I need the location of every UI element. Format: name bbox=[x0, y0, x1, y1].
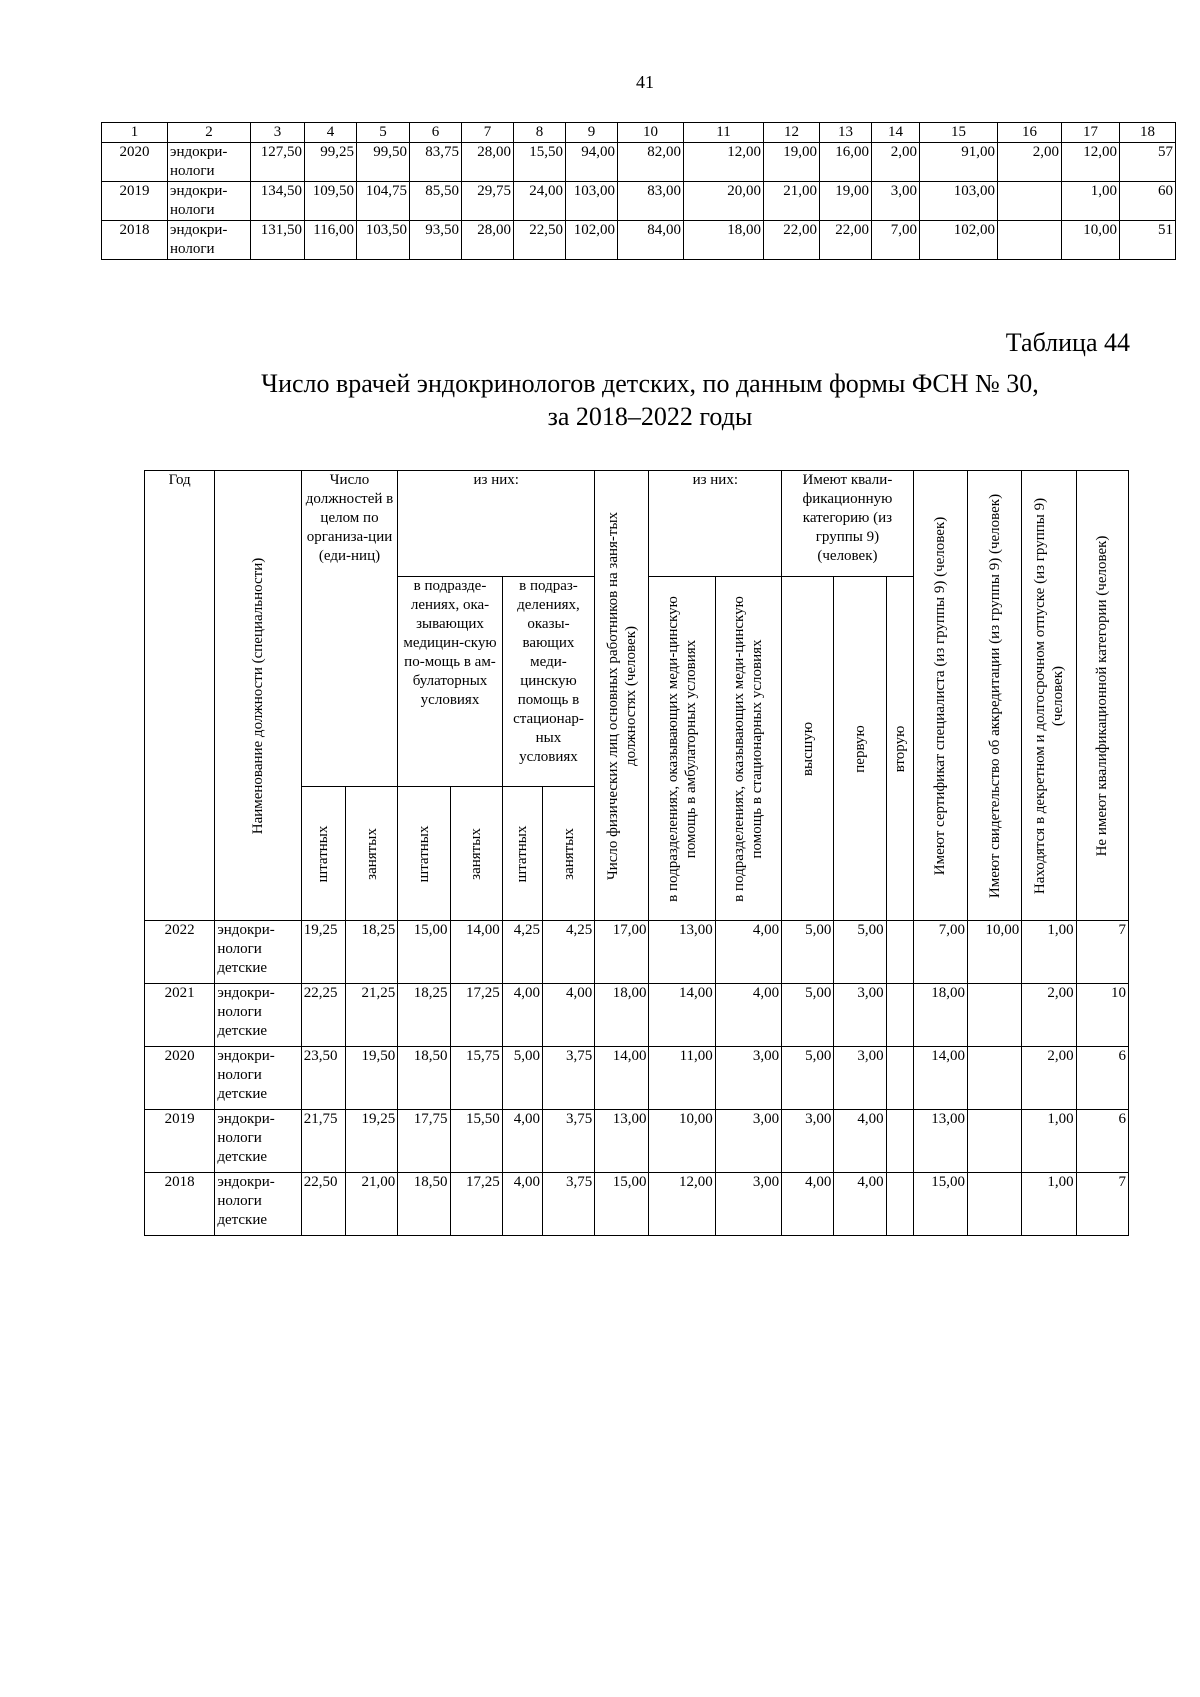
value-cell: 19,00 bbox=[764, 143, 820, 182]
value-cell: 84,00 bbox=[618, 221, 684, 260]
table-number: Таблица 44 bbox=[1005, 328, 1130, 357]
value-cell: 134,50 bbox=[251, 182, 305, 221]
value-cell: 22,00 bbox=[820, 221, 872, 260]
value-cell: 83,00 bbox=[618, 182, 684, 221]
column-number: 2 bbox=[168, 123, 251, 143]
column-number: 6 bbox=[410, 123, 462, 143]
value-cell: 15,00 bbox=[913, 1173, 967, 1236]
value-cell: 4,00 bbox=[834, 1173, 886, 1236]
value-cell: 5,00 bbox=[834, 921, 886, 984]
value-cell: 4,00 bbox=[502, 1173, 542, 1236]
header-ind-ambulatory bbox=[649, 577, 715, 921]
value-cell: 14,00 bbox=[649, 984, 715, 1047]
value-cell: 1,00 bbox=[1062, 182, 1120, 221]
value-cell: 1,00 bbox=[1022, 921, 1076, 984]
header-second bbox=[886, 577, 913, 921]
column-number: 3 bbox=[251, 123, 305, 143]
value-cell: 51 bbox=[1120, 221, 1176, 260]
header-staff bbox=[301, 787, 345, 921]
year-cell: 2020 bbox=[102, 143, 168, 182]
header-occupied-amb-text: занятых bbox=[468, 827, 485, 880]
header-ind-stationary bbox=[715, 577, 781, 921]
value-cell: 16,00 bbox=[820, 143, 872, 182]
column-number: 13 bbox=[820, 123, 872, 143]
value-cell: 60 bbox=[1120, 182, 1176, 221]
column-number: 18 bbox=[1120, 123, 1176, 143]
value-cell: 3,75 bbox=[542, 1173, 594, 1236]
value-cell bbox=[886, 1173, 913, 1236]
specialty-cell: эндокри-нологи bbox=[168, 182, 251, 221]
specialty-cell: эндокри-нологи bbox=[168, 221, 251, 260]
value-cell: 10 bbox=[1076, 984, 1128, 1047]
header-position-text: Наименование должности (специальности) bbox=[250, 557, 267, 834]
year-cell: 2019 bbox=[145, 1110, 215, 1173]
value-cell: 18,50 bbox=[398, 1173, 450, 1236]
year-cell: 2022 bbox=[145, 921, 215, 984]
value-cell bbox=[998, 221, 1062, 260]
header-certificate-text: Имеют сертификат специалиста (из группы 9) (человек) bbox=[932, 516, 949, 875]
value-cell: 3,00 bbox=[782, 1110, 834, 1173]
value-cell: 19,00 bbox=[820, 182, 872, 221]
value-cell bbox=[968, 984, 1022, 1047]
value-cell: 21,00 bbox=[345, 1173, 397, 1236]
value-cell: 3,00 bbox=[715, 1110, 781, 1173]
value-cell: 18,50 bbox=[398, 1047, 450, 1110]
value-cell: 4,00 bbox=[715, 984, 781, 1047]
value-cell: 18,25 bbox=[398, 984, 450, 1047]
value-cell: 2,00 bbox=[872, 143, 920, 182]
value-cell: 4,00 bbox=[502, 984, 542, 1047]
value-cell: 109,50 bbox=[305, 182, 357, 221]
value-cell: 17,25 bbox=[450, 1173, 502, 1236]
header-occupied-stat-text: занятых bbox=[560, 827, 577, 880]
header-highest-text: высшую bbox=[799, 721, 816, 776]
value-cell: 3,00 bbox=[872, 182, 920, 221]
value-cell: 102,00 bbox=[566, 221, 618, 260]
value-cell: 5,00 bbox=[782, 921, 834, 984]
value-cell: 14,00 bbox=[450, 921, 502, 984]
value-cell: 1,00 bbox=[1022, 1173, 1076, 1236]
value-cell: 103,00 bbox=[566, 182, 618, 221]
value-cell: 15,75 bbox=[450, 1047, 502, 1110]
value-cell: 22,50 bbox=[514, 221, 566, 260]
value-cell bbox=[886, 984, 913, 1047]
header-qualification: Имеют квали-фикационную категорию (из группы 9) (человек) bbox=[782, 471, 914, 577]
value-cell: 10,00 bbox=[1062, 221, 1120, 260]
value-cell: 5,00 bbox=[502, 1047, 542, 1110]
header-staff-text: штатных bbox=[315, 825, 332, 882]
header-ind-stationary-text: в подразделениях, оказывающих меди-цинскую помощь в стационарных условиях bbox=[731, 595, 766, 902]
column-number: 16 bbox=[998, 123, 1062, 143]
value-cell: 7,00 bbox=[872, 221, 920, 260]
value-cell: 11,00 bbox=[649, 1047, 715, 1110]
value-cell: 15,00 bbox=[595, 1173, 649, 1236]
year-cell: 2018 bbox=[102, 221, 168, 260]
specialty-cell: эндокри-нологи детские bbox=[215, 1110, 301, 1173]
header-accreditation-text: Имеют свидетельство об аккредитации (из группы 9) (человек) bbox=[986, 493, 1003, 898]
value-cell: 2,00 bbox=[1022, 984, 1076, 1047]
table-row bbox=[145, 1110, 1129, 1173]
header-first bbox=[834, 577, 886, 921]
column-number: 4 bbox=[305, 123, 357, 143]
column-number: 11 bbox=[684, 123, 764, 143]
column-number: 8 bbox=[514, 123, 566, 143]
value-cell: 20,00 bbox=[684, 182, 764, 221]
table-title-line-1: Число врачей эндокринологов детских, по данным формы ФСН № 30, bbox=[261, 369, 1039, 398]
value-cell: 93,50 bbox=[410, 221, 462, 260]
value-cell: 3,75 bbox=[542, 1110, 594, 1173]
column-number: 7 bbox=[462, 123, 514, 143]
specialty-cell: эндокри-нологи детские bbox=[215, 921, 301, 984]
value-cell: 21,75 bbox=[301, 1110, 345, 1173]
column-number: 5 bbox=[357, 123, 410, 143]
table-row bbox=[145, 921, 1129, 984]
value-cell: 17,25 bbox=[450, 984, 502, 1047]
value-cell bbox=[968, 1047, 1022, 1110]
value-cell: 4,00 bbox=[542, 984, 594, 1047]
value-cell: 21,25 bbox=[345, 984, 397, 1047]
specialty-cell: эндокри-нологи bbox=[168, 143, 251, 182]
value-cell: 13,00 bbox=[649, 921, 715, 984]
header-of-them-individuals: из них: bbox=[649, 471, 782, 577]
value-cell: 103,50 bbox=[357, 221, 410, 260]
value-cell: 4,25 bbox=[502, 921, 542, 984]
header-no-category-text: Не имеют квалификационной категории (человек) bbox=[1094, 535, 1111, 856]
header-occupied-stat bbox=[542, 787, 594, 921]
header-of-them-positions: из них: bbox=[398, 471, 595, 577]
header-occupied-amb bbox=[450, 787, 502, 921]
value-cell: 94,00 bbox=[566, 143, 618, 182]
value-cell: 104,75 bbox=[357, 182, 410, 221]
value-cell: 18,00 bbox=[595, 984, 649, 1047]
header-leave bbox=[1022, 471, 1076, 921]
column-number: 10 bbox=[618, 123, 684, 143]
value-cell: 18,00 bbox=[684, 221, 764, 260]
value-cell: 2,00 bbox=[998, 143, 1062, 182]
table-row bbox=[145, 1173, 1129, 1236]
column-number: 17 bbox=[1062, 123, 1120, 143]
year-cell: 2021 bbox=[145, 984, 215, 1047]
value-cell: 3,00 bbox=[834, 1047, 886, 1110]
page-number: 41 bbox=[636, 72, 654, 92]
value-cell: 14,00 bbox=[913, 1047, 967, 1110]
value-cell: 83,75 bbox=[410, 143, 462, 182]
header-staff-stat bbox=[502, 787, 542, 921]
column-number: 12 bbox=[764, 123, 820, 143]
value-cell: 91,00 bbox=[920, 143, 998, 182]
table-title-line-2: за 2018–2022 годы bbox=[547, 402, 753, 431]
table-44 bbox=[144, 470, 1129, 1236]
value-cell: 12,00 bbox=[1062, 143, 1120, 182]
specialty-cell: эндокри-нологи детские bbox=[215, 1173, 301, 1236]
value-cell: 3,75 bbox=[542, 1047, 594, 1110]
header-staff-amb-text: штатных bbox=[415, 825, 432, 882]
value-cell: 18,25 bbox=[345, 921, 397, 984]
column-number-row bbox=[102, 123, 1176, 143]
value-cell: 3,00 bbox=[715, 1047, 781, 1110]
value-cell: 21,00 bbox=[764, 182, 820, 221]
value-cell: 22,50 bbox=[301, 1173, 345, 1236]
value-cell: 103,00 bbox=[920, 182, 998, 221]
value-cell: 116,00 bbox=[305, 221, 357, 260]
value-cell: 28,00 bbox=[462, 143, 514, 182]
value-cell: 15,50 bbox=[514, 143, 566, 182]
value-cell: 102,00 bbox=[920, 221, 998, 260]
value-cell: 4,25 bbox=[542, 921, 594, 984]
header-individuals bbox=[595, 471, 649, 921]
column-number: 14 bbox=[872, 123, 920, 143]
header-certificate bbox=[913, 471, 967, 921]
header-ind-ambulatory-text: в подразделениях, оказывающих меди-цинскую помощь в амбулаторных условиях bbox=[665, 595, 700, 902]
header-staff-amb bbox=[398, 787, 450, 921]
value-cell: 22,25 bbox=[301, 984, 345, 1047]
continued-table bbox=[101, 122, 1176, 260]
value-cell: 57 bbox=[1120, 143, 1176, 182]
column-number: 9 bbox=[566, 123, 618, 143]
value-cell bbox=[886, 921, 913, 984]
header-accreditation bbox=[968, 471, 1022, 921]
value-cell: 14,00 bbox=[595, 1047, 649, 1110]
specialty-cell: эндокри-нологи детские bbox=[215, 1047, 301, 1110]
value-cell: 10,00 bbox=[649, 1110, 715, 1173]
value-cell: 17,00 bbox=[595, 921, 649, 984]
value-cell: 99,50 bbox=[357, 143, 410, 182]
value-cell: 4,00 bbox=[782, 1173, 834, 1236]
value-cell: 19,25 bbox=[301, 921, 345, 984]
value-cell: 5,00 bbox=[782, 984, 834, 1047]
value-cell: 13,00 bbox=[595, 1110, 649, 1173]
value-cell: 24,00 bbox=[514, 182, 566, 221]
header-second-text: вторую bbox=[891, 725, 908, 772]
year-cell: 2019 bbox=[102, 182, 168, 221]
value-cell: 29,75 bbox=[462, 182, 514, 221]
value-cell: 10,00 bbox=[968, 921, 1022, 984]
value-cell: 19,25 bbox=[345, 1110, 397, 1173]
value-cell bbox=[968, 1173, 1022, 1236]
value-cell: 4,00 bbox=[502, 1110, 542, 1173]
column-number: 1 bbox=[102, 123, 168, 143]
value-cell: 4,00 bbox=[715, 921, 781, 984]
year-cell: 2020 bbox=[145, 1047, 215, 1110]
value-cell: 3,00 bbox=[834, 984, 886, 1047]
table-row bbox=[102, 143, 1176, 182]
value-cell: 7,00 bbox=[913, 921, 967, 984]
value-cell bbox=[886, 1047, 913, 1110]
column-number: 15 bbox=[920, 123, 998, 143]
value-cell: 22,00 bbox=[764, 221, 820, 260]
header-position bbox=[215, 471, 301, 921]
value-cell: 28,00 bbox=[462, 221, 514, 260]
header-occupied bbox=[345, 787, 397, 921]
header-no-category bbox=[1076, 471, 1128, 921]
value-cell bbox=[998, 182, 1062, 221]
value-cell: 12,00 bbox=[684, 143, 764, 182]
value-cell: 7 bbox=[1076, 921, 1128, 984]
value-cell: 5,00 bbox=[782, 1047, 834, 1110]
value-cell: 23,50 bbox=[301, 1047, 345, 1110]
header-highest bbox=[782, 577, 834, 921]
header-leave-text: Находятся в декретном и долгосрочном отпуске (из группы 9) (человек) bbox=[1031, 497, 1066, 894]
value-cell: 6 bbox=[1076, 1047, 1128, 1110]
value-cell: 18,00 bbox=[913, 984, 967, 1047]
value-cell: 13,00 bbox=[913, 1110, 967, 1173]
header-individuals-text: Число физических лиц основных работников на заня-тых должностях (человек) bbox=[604, 511, 639, 880]
value-cell bbox=[968, 1110, 1022, 1173]
value-cell: 19,50 bbox=[345, 1047, 397, 1110]
specialty-cell: эндокри-нологи детские bbox=[215, 984, 301, 1047]
value-cell: 131,50 bbox=[251, 221, 305, 260]
year-cell: 2018 bbox=[145, 1173, 215, 1236]
value-cell: 15,00 bbox=[398, 921, 450, 984]
value-cell: 82,00 bbox=[618, 143, 684, 182]
value-cell: 17,75 bbox=[398, 1110, 450, 1173]
table-title bbox=[0, 367, 1200, 433]
value-cell: 3,00 bbox=[715, 1173, 781, 1236]
header-first-text: первую bbox=[851, 724, 868, 773]
value-cell: 99,25 bbox=[305, 143, 357, 182]
table-row bbox=[145, 984, 1129, 1047]
value-cell: 12,00 bbox=[649, 1173, 715, 1236]
value-cell: 2,00 bbox=[1022, 1047, 1076, 1110]
value-cell: 7 bbox=[1076, 1173, 1128, 1236]
table-row bbox=[102, 221, 1176, 260]
value-cell: 4,00 bbox=[834, 1110, 886, 1173]
table-row bbox=[145, 1047, 1129, 1110]
value-cell bbox=[886, 1110, 913, 1173]
header-occupied-text: занятых bbox=[363, 827, 380, 880]
value-cell: 85,50 bbox=[410, 182, 462, 221]
value-cell: 1,00 bbox=[1022, 1110, 1076, 1173]
value-cell: 127,50 bbox=[251, 143, 305, 182]
header-positions-total: Число должностей в целом по организа-ции (еди-ниц) bbox=[301, 471, 397, 787]
header-year: Год bbox=[145, 471, 215, 921]
value-cell: 6 bbox=[1076, 1110, 1128, 1173]
header-ambulatory: в подразде-лениях, ока-зывающих медицин-скую по-мощь в ам-булаторных условиях bbox=[398, 577, 503, 787]
value-cell: 15,50 bbox=[450, 1110, 502, 1173]
header-staff-stat-text: штатных bbox=[514, 825, 531, 882]
header-stationary: в подраз-делениях, оказы-вающих меди-цинскую помощь в стационар-ных условиях bbox=[502, 577, 594, 787]
table-row bbox=[102, 182, 1176, 221]
